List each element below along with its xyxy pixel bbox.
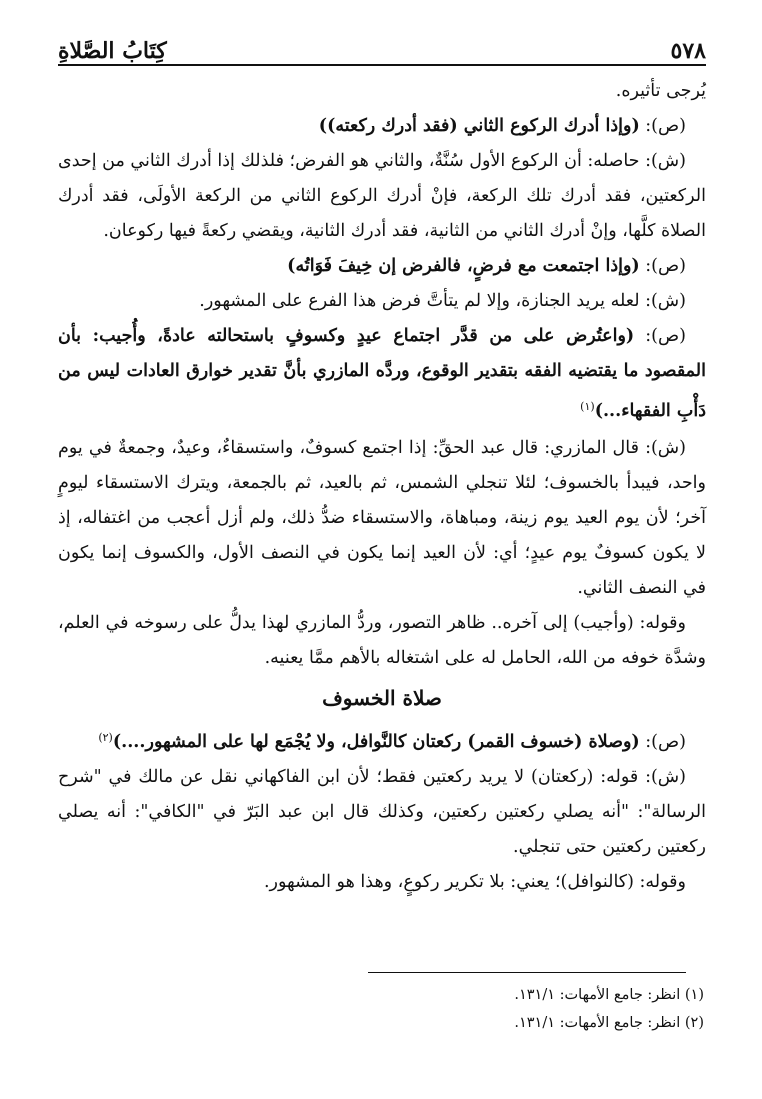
sad-marker: (ص):	[634, 326, 686, 346]
paragraph-4: (ش): لعله يريد الجنازة، وإلا لم يتأتَّ فرض هذا الفرع على المشهور.	[199, 291, 686, 311]
matn-text: (وإذا اجتمعت مع فرضٍ، فالفرض إن خِيفَ فَوَاتُه)	[287, 256, 640, 276]
matn-text: (وصلاة (خسوف القمر) ركعتان كالنَّوافل، ولا يُجْمَع لها على المشهور....)	[112, 732, 640, 752]
paragraph-8	[58, 720, 706, 760]
sad-marker: (ص):	[639, 732, 686, 752]
matn-text: (واعتُرض على من قدَّر اجتماع عيدٍ وكسوفٍ باستحالته عادةً، وأُجيب: بأن المقصود ما يقتضيه الفقه بتقدير الوقوع، وردَّه المازري بأنَّ تقدير خوارق العادات ليس من دَأْبِ الفقهاء...)	[58, 326, 706, 421]
paragraph-6: (ش): قال المازري: قال عبد الحقِّ: إذا اجتمع كسوفٌ، واستسقاءٌ، وعيدٌ، وجمعةٌ في يوم واحد، فيبدأ بالخسوف؛ لئلا تنجلي الشمس، ثم بالعيد، ثم بالجمعة، ويترك الاستسقاء ليومٍ آخر؛ لأن يوم العيد يوم زينة، ومباهاة، والاستسقاء ضدُّ ذلك، ولم أزل أعجب من اغتفاله، إذ لا يكون كسوفٌ يوم عيدٍ؛ أي: لأن العيد إنما يكون في النصف الأول، والكسوف إنما يكون في النصف الثاني.	[58, 438, 706, 598]
footnote-ref[interactable]: (١)	[580, 400, 595, 413]
paragraph-3	[58, 249, 706, 284]
sad-marker: (ص):	[639, 256, 686, 276]
section-title: صلاة الخسوف	[322, 686, 442, 710]
footnote-1: (١) انظر: جامع الأمهات: ١٣١/١.	[514, 987, 704, 1003]
paragraph-5	[58, 319, 706, 429]
footnote-2: (٢) انظر: جامع الأمهات: ١٣١/١.	[514, 1015, 704, 1031]
paragraph-1	[58, 109, 706, 144]
paragraph-9: (ش): قوله: (ركعتان) لا يريد ركعتين فقط؛ لأن ابن الفاكهاني نقل عن مالك في "شرح الرسالة": "أنه يصلي ركعتين ركعتين، وكذلك قال ابن عبد البَرّ في "الكافي": أنه يصلي ركعتين ركعتين حتى تنجلي.	[58, 767, 706, 857]
paragraph-7: وقوله: (وأجيب) إلى آخره.. ظاهر التصور، وردُّ المازري لهذا يدلُّ على رسوخه في العلم، وشدَّة خوفه من الله، الحامل له على اشتغاله بالأهم ممَّا يعنيه.	[58, 613, 706, 668]
book-title: كِتَابُ الصَّلاةِ	[58, 38, 167, 64]
main-text	[58, 74, 706, 900]
page	[58, 28, 706, 892]
paragraph-10: وقوله: (كالنوافل)؛ يعني: بلا تكرير ركوعٍ، وهذا هو المشهور.	[263, 872, 686, 892]
running-header	[58, 28, 706, 66]
paragraph-0: يُرجى تأثيره.	[615, 81, 706, 101]
footnote-ref[interactable]: (٢)	[98, 731, 113, 744]
footnote-divider	[368, 972, 686, 973]
sad-marker: (ص):	[639, 116, 686, 136]
paragraph-2: (ش): حاصله: أن الركوع الأول سُنَّةٌ، والثاني هو الفرض؛ فلذلك إذا أدرك الثاني من إحدى الركعتين، فقد أدرك تلك الركعة، فإنْ أدرك الركوع الثاني من الركعة الأولَى، فقد أدرك الصلاة كلَّها، وإنْ أدرك الثاني من الثانية، فقد أدرك الثانية، ويقضي ركعةً فيها ركوعان.	[58, 151, 706, 241]
page-number: ٥٧٨	[670, 38, 706, 64]
matn-text: (وإذا أدرك الركوع الثاني (فقد أدرك ركعته))	[318, 116, 640, 136]
